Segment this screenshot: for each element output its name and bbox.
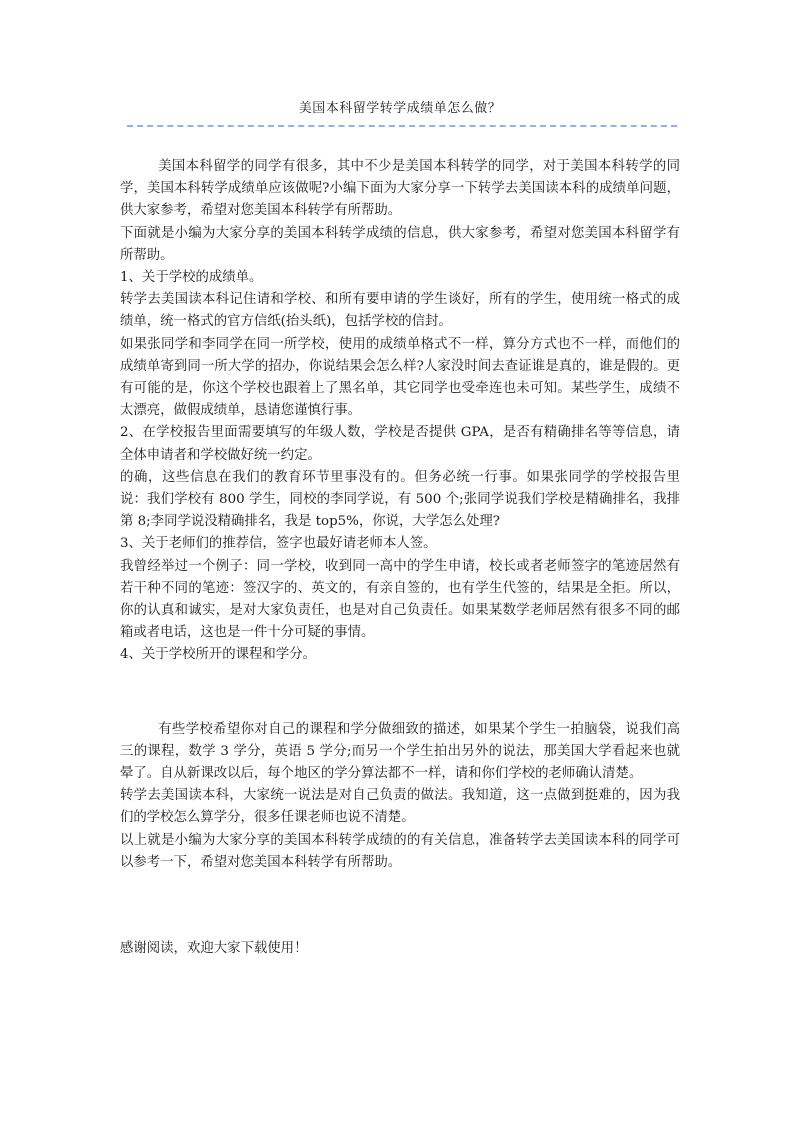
blank-space [120, 667, 680, 719]
paragraph: 转学去美国读本科记住请和学校、和所有要申请的学生谈好，所有的学生，使用统一格式的成绩单，统一格式的官方信纸(抬头纸)，包括学校的信封。 [120, 292, 680, 330]
title-divider [127, 125, 677, 127]
paragraph-conclusion: 以上就是小编为大家分享的美国本科转学成绩的的有关信息，准备转学去美国读本科的同学可以参考一下，希望对您美国本科转学有所帮助。 [120, 832, 680, 870]
paragraph-intro: 美国本科留学的同学有很多，其中不少是美国本科转学的同学，对于美国本科转学的同学，美国本科转学成绩单应该做呢?小编下面为大家分享一下转学去美国读本科的成绩单问题，供大家参考，希望对您美国本科转学有所帮助。 [120, 159, 680, 219]
closing-note: 感谢阅读，欢迎大家下载使用！ [120, 941, 308, 957]
paragraph: 转学去美国读本科，大家统一说法是对自己负责的做法。我知道，这一点做到挺难的，因为我们的学校怎么算学分，很多任课老师也说不清楚。 [120, 788, 680, 826]
section-heading-3: 3、关于老师们的推荐信，签字也最好请老师本人签。 [120, 536, 437, 552]
section-heading-4: 4、关于学校所开的课程和学分。 [120, 647, 316, 663]
paragraph-summary: 下面就是小编为大家分享的美国本科转学成绩的信息，供大家参考，希望对您美国本科留学有所帮助。 [120, 225, 680, 263]
section-heading-2: 2、在学校报告里面需要填写的年级人数，学校是否提供 GPA，是否有精确排名等等信息，请全体申请者和学校做好统一约定。 [120, 425, 680, 463]
document-body [120, 156, 680, 960]
document-title: 美国本科留学转学成绩单怎么做？ [298, 101, 502, 116]
blank-space [120, 874, 680, 938]
paragraph: 如果张同学和李同学在同一所学校，使用的成绩单格式不一样，算分方式也不一样，而他们的成绩单寄到同一所大学的招办，你说结果会怎么样?人家没时间去查证谁是真的，谁是假的。更有可能的是，你这个学校也跟着上了黑名单，其它同学也受牵连也未可知。某些学生，成绩不太漂亮，做假成绩单，恳请您谨慎行事。 [120, 336, 680, 419]
section-heading-1: 1、关于学校的成绩单。 [120, 270, 263, 286]
paragraph: 的确，这些信息在我们的教育环节里事没有的。但务必统一行事。如果张同学的学校报告里说：我们学校有 800 学生，同校的李同学说，有 500 个;张同学说我们学校是精确排名，我排第 8;李同学说没精确排名，我是 top5%，你说，大学怎么处理? [120, 469, 680, 530]
paragraph: 我曾经举过一个例子：同一学校，收到同一高中的学生申请，校长或者老师签字的笔迹居然有若干种不同的笔迹：签汉字的、英文的，有亲自签的，也有学生代签的，结果是全拒。所以，你的认真和诚实，是对大家负责任，也是对自己负责任。如果某数学老师居然有很多不同的邮箱或者电话，这也是一件十分可疑的事情。 [120, 558, 680, 641]
paragraph: 有些学校希望你对自己的课程和学分做细致的描述，如果某个学生一拍脑袋，说我们高三的课程，数学 3 学分，英语 5 学分;而另一个学生拍出另外的说法，那美国大学看起来也就晕了。自从新课改以后，每个地区的学分算法都不一样，请和你们学校的老师确认清楚。 [120, 721, 680, 782]
